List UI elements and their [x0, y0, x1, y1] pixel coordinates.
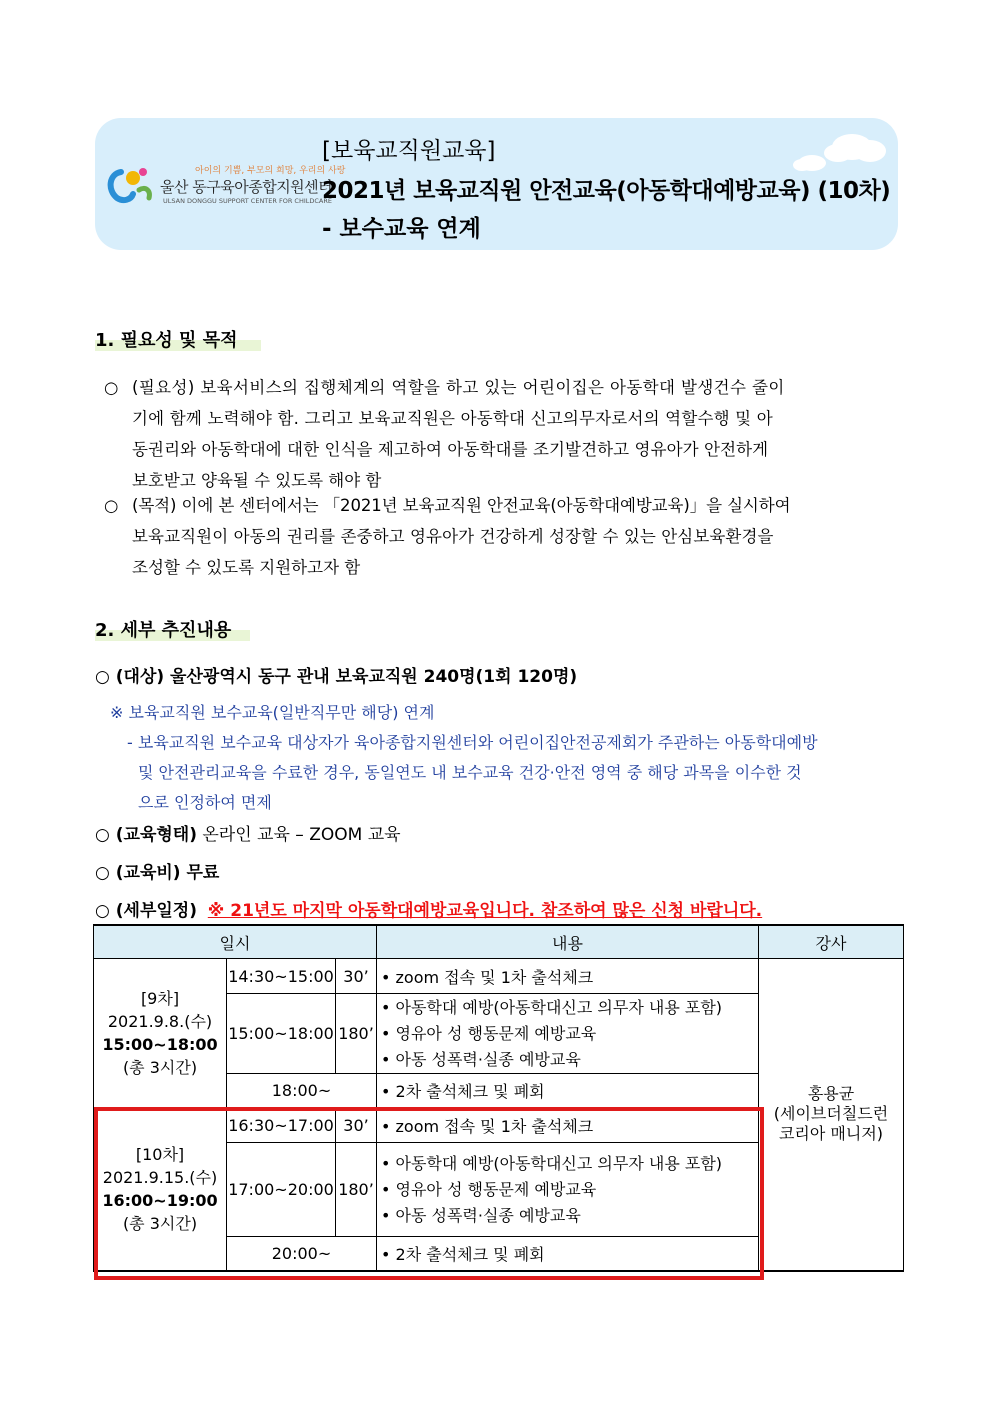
- content-cell: • zoom 접속 및 1차 출석체크: [377, 959, 759, 994]
- logo-slogan: 아이의 기쁨, 부모의 희망, 우리의 사랑: [195, 166, 346, 176]
- time-cell: 20:00~: [227, 1237, 377, 1271]
- bullet-icon: ○: [104, 378, 119, 397]
- time-cell: 17:00~20:00: [227, 1143, 336, 1237]
- section1-heading: 1. 필요성 및 목적: [95, 330, 238, 351]
- session10-cell: [10차] 2021.9.15.(수) 16:00~19:00 (총 3시간): [94, 1108, 227, 1271]
- content-cell: • 2차 출석체크 및 폐회: [377, 1237, 759, 1271]
- logo-english-name: ULSAN DONGGU SUPPORT CENTER FOR CHILDCARE: [163, 197, 332, 205]
- session9-cell: [9차] 2021.9.8.(수) 15:00~18:00 (총 3시간): [94, 959, 227, 1108]
- section2-heading: 2. 세부 추진내용: [95, 620, 232, 641]
- note-title: ※ 보육교직원 보수교육(일반직무만 해당) 연계: [110, 703, 435, 722]
- content-cell: • 아동학대 예방(아동학대신고 의무자 내용 포함) • 영유아 성 행동문제 예방교육 • 아동 성폭력·실종 예방교육: [377, 1143, 759, 1237]
- purpose-paragraph-goal: (목적) 이에 본 센터에서는 「2021년 보육교직원 안전교육(아동학대예방교육)」을 실시하여 보육교직원이 아동의 권리를 존중하고 영유아가 건강하게 성장할 수 있는 안심보육환경을 조성할 수 있도록 지원하고자 함: [132, 496, 791, 577]
- banner-category: [보육교직원교육]: [322, 138, 496, 164]
- header-datetime: 일시: [94, 925, 377, 959]
- time-cell: 14:30~15:00: [227, 959, 336, 994]
- duration-cell: 180’: [336, 1143, 377, 1237]
- duration-cell: 180’: [336, 994, 377, 1074]
- purpose-paragraph-need: (필요성) 보육서비스의 집행체계의 역할을 하고 있는 어린이집은 아동학대 발생건수 줄이 기에 함께 노력해야 함. 그리고 보육교직원은 아동학대 신고의무자로서의 역할수행 및 아 동권리와 아동학대에 대한 인식을 제고하여 아동학대를 조기발견하고 영유아가 안전하게 보호받고 양육될 수 있도록 해야 함: [132, 378, 785, 490]
- time-cell: 18:00~: [227, 1074, 377, 1108]
- duration-cell: 30’: [336, 1108, 377, 1143]
- duration-cell: 30’: [336, 959, 377, 994]
- content-cell: • 아동학대 예방(아동학대신고 의무자 내용 포함) • 영유아 성 행동문제 예방교육 • 아동 성폭력·실종 예방교육: [377, 994, 759, 1074]
- page-title: 2021년 보육교직원 안전교육(아동학대예방교육) (10차): [322, 178, 891, 204]
- center-logo-icon: [103, 160, 163, 210]
- target-line: ○ (대상) 울산광역시 동구 관내 보육교직원 240명(1회 120명): [95, 667, 578, 687]
- header-content: 내용: [377, 925, 759, 959]
- format-line: ○ (교육형태) 온라인 교육 – ZOOM 교육: [95, 825, 401, 845]
- time-cell: 15:00~18:00: [227, 994, 336, 1074]
- content-cell: • 2차 출석체크 및 폐회: [377, 1074, 759, 1108]
- content-cell: • zoom 접속 및 1차 출석체크: [377, 1108, 759, 1143]
- page-subtitle: - 보수교육 연계: [322, 216, 481, 242]
- time-cell: 16:30~17:00: [227, 1108, 336, 1143]
- note-line: 으로 인정하여 면제: [138, 793, 272, 812]
- instructor-cell: 홍용균 (세이브더칠드런 코리아 매니저): [759, 959, 904, 1271]
- schedule-line: ○ (세부일정) ※ 21년도 마지막 아동학대예방교육입니다. 참조하여 많은 신청 바랍니다.: [95, 901, 763, 921]
- note-line: - 보육교직원 보수교육 대상자가 육아종합지원센터와 어린이집안전공제회가 주관하는 아동학대예방: [127, 733, 818, 752]
- bullet-icon: ○: [104, 496, 119, 515]
- schedule-notice: ※ 21년도 마지막 아동학대예방교육입니다. 참조하여 많은 신청 바랍니다.: [207, 901, 763, 921]
- note-line: 및 안전관리교육을 수료한 경우, 동일연도 내 보수교육 건강·안전 영역 중 해당 과목을 이수한 것: [138, 763, 802, 782]
- fee-line: ○ (교육비) 무료: [95, 863, 220, 883]
- highlight-box-session10: [94, 1107, 764, 1280]
- logo-name: 울산 동구육아종합지원센터: [160, 178, 333, 196]
- cloud-icon: [790, 125, 890, 175]
- header-instructor: 강사: [759, 925, 904, 959]
